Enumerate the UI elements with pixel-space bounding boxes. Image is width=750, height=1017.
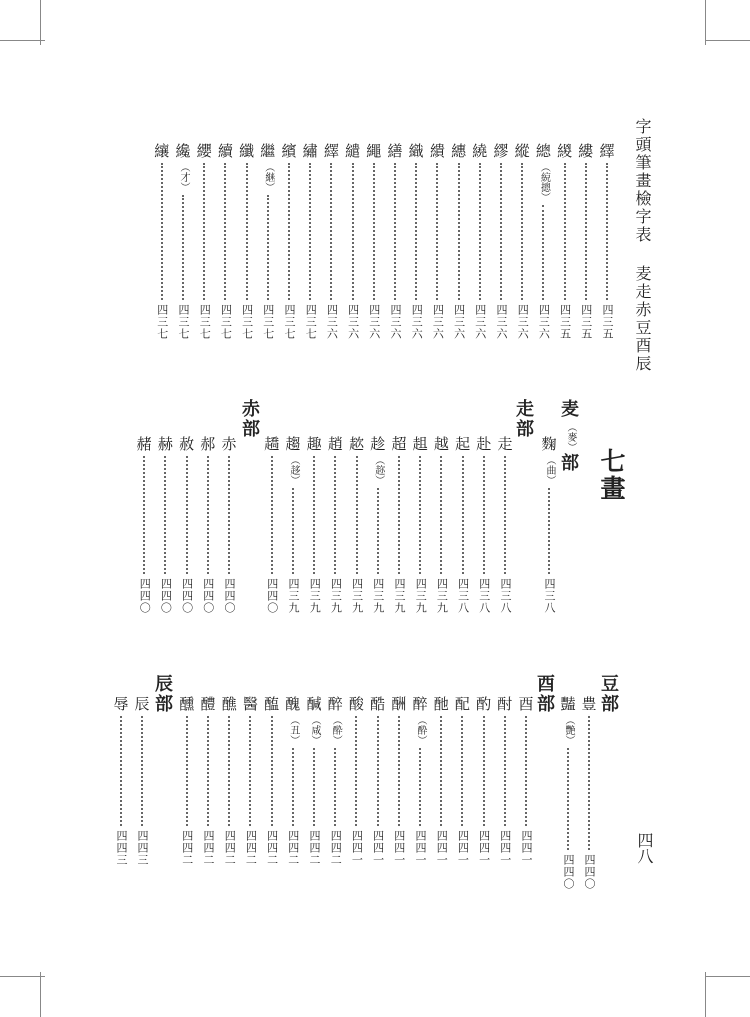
- entry-char: 配: [454, 695, 470, 713]
- dot-leader: [267, 195, 269, 300]
- dot-leader: [461, 716, 463, 826]
- index-entry: [280, 142, 298, 340]
- index-entry: [322, 142, 340, 340]
- entry-variant-note: （趍）: [288, 455, 299, 485]
- entry-page-number: 四三六: [367, 304, 381, 340]
- index-entry: [428, 142, 446, 340]
- entry-page-number: 四四〇: [159, 578, 173, 614]
- entry-page-number: 四四二: [223, 830, 237, 866]
- radical-heading-chi: [241, 400, 261, 440]
- entry-page-number: 四四二: [180, 830, 194, 866]
- entry-page-number: 四三五: [601, 304, 614, 340]
- dot-leader: [462, 456, 464, 574]
- entry-char: 趫: [264, 435, 280, 453]
- entry-page-number: 四四〇: [223, 578, 236, 614]
- entry-char: 繆: [493, 142, 509, 160]
- crop-mark: [705, 972, 706, 1017]
- dot-leader: [500, 163, 502, 300]
- entry-char: 縷: [578, 142, 594, 160]
- index-entry: [326, 695, 344, 866]
- radical-char: 辰: [155, 674, 173, 695]
- section-heading: 七畫: [597, 448, 626, 502]
- dot-leader: [313, 456, 315, 574]
- dot-leader: [309, 163, 311, 300]
- entry-page-number: 四四二: [308, 830, 321, 866]
- index-entry: [263, 695, 281, 866]
- dot-leader: [203, 163, 205, 300]
- entry-char: 繢: [429, 142, 445, 160]
- entry-page-number: 四三七: [261, 304, 275, 340]
- dot-leader: [521, 163, 523, 300]
- index-entry: [386, 142, 404, 340]
- radical-heading-you: [536, 675, 556, 715]
- entry-char: 趣: [306, 435, 322, 453]
- entry-page-number: 四四〇: [583, 854, 596, 890]
- dot-leader: [186, 716, 188, 826]
- dot-leader: [483, 456, 485, 574]
- entry-char: 醜: [285, 695, 301, 713]
- dot-leader: [377, 488, 379, 574]
- index-entry: [492, 142, 510, 340]
- entry-page-number: 四三八: [456, 578, 470, 614]
- entry-char: 繞: [472, 142, 488, 160]
- dot-leader: [141, 716, 143, 826]
- dot-leader: [440, 716, 442, 826]
- dot-leader: [186, 456, 188, 574]
- entry-variant-note: （趂）: [372, 455, 384, 485]
- dot-leader: [606, 163, 608, 300]
- dot-leader: [525, 716, 527, 826]
- entry-page-number: 四四二: [202, 830, 215, 866]
- entry-char: 繕: [387, 142, 403, 160]
- entry-char: 繹: [599, 142, 615, 160]
- index-entry: [238, 142, 256, 340]
- entry-page-number: 四四〇: [138, 578, 152, 614]
- entry-page-number: 四三七: [198, 304, 212, 340]
- entry-char: 纖: [239, 142, 255, 160]
- index-entry: [305, 695, 323, 866]
- entry-char: 醎: [306, 695, 322, 713]
- dot-leader: [161, 163, 163, 300]
- index-entry: [496, 695, 514, 866]
- dot-leader: [564, 163, 566, 300]
- index-entry: [517, 695, 535, 866]
- index-entry: [220, 695, 238, 866]
- index-entry: [513, 142, 531, 340]
- entry-page-number: 四三九: [329, 578, 343, 614]
- dot-leader: [355, 716, 357, 826]
- dot-leader: [352, 163, 354, 300]
- dot-leader: [458, 163, 460, 300]
- entry-char: 趑: [349, 435, 365, 453]
- index-entry: [259, 142, 277, 340]
- index-entry: [216, 142, 234, 340]
- index-entry: [577, 142, 595, 340]
- index-entry: [220, 435, 238, 614]
- entry-char: 繼: [260, 142, 276, 160]
- entry-char: 酬: [391, 695, 407, 713]
- entry-char: 醮: [221, 695, 237, 713]
- entry-page-number: 四三七: [219, 304, 233, 340]
- entry-page-number: 四三七: [240, 304, 254, 340]
- index-entry: [241, 695, 259, 866]
- dot-leader: [419, 748, 421, 826]
- dot-leader: [542, 205, 544, 300]
- entry-variant-note: （酔）: [415, 715, 426, 745]
- index-entry: [534, 142, 552, 340]
- entry-char: 繡: [302, 142, 318, 160]
- radical-suffix: 部: [242, 419, 260, 440]
- index-entry: [305, 435, 323, 614]
- entry-char: 繾: [345, 142, 361, 160]
- entry-char: 辰: [134, 695, 150, 713]
- entry-char: 豊: [581, 695, 597, 713]
- radical-heading-zou: [515, 400, 535, 440]
- entry-page-number: 四三七: [304, 304, 318, 340]
- entry-page-number: 四四一: [477, 830, 491, 866]
- entry-char: 郝: [200, 435, 216, 453]
- dot-leader: [292, 488, 294, 574]
- index-entry: [174, 142, 192, 340]
- radical-suffix: 部: [516, 419, 534, 440]
- dot-leader: [483, 716, 485, 826]
- entry-page-number: 四三九: [414, 578, 428, 614]
- entry-char: 赫: [157, 435, 173, 453]
- radical-char: 麦: [561, 399, 579, 420]
- entry-page-number: 四三六: [325, 304, 339, 340]
- index-entry: [453, 695, 471, 866]
- radical-char: 赤: [242, 399, 260, 420]
- index-entry: [301, 142, 319, 340]
- entry-variant-note: （継）: [262, 162, 274, 192]
- entry-page-number: 四三六: [537, 304, 551, 340]
- page-number: 四八: [635, 832, 654, 864]
- index-entry: [580, 695, 598, 890]
- dot-leader: [164, 456, 166, 574]
- entry-page-number: 四四〇: [265, 578, 279, 614]
- entry-char: 醉: [327, 695, 343, 713]
- index-entry: [156, 435, 174, 614]
- entry-char: 酉: [518, 695, 534, 713]
- entry-char: 赴: [476, 435, 492, 453]
- entry-char: 縱: [514, 142, 530, 160]
- entry-page-number: 四四二: [244, 830, 258, 866]
- entry-page-number: 四三九: [371, 578, 385, 614]
- dot-leader: [246, 163, 248, 300]
- index-entry: [407, 142, 425, 340]
- entry-char: 超: [391, 435, 407, 453]
- index-entry: [454, 435, 472, 614]
- dot-leader: [228, 716, 230, 826]
- index-entry: [432, 695, 450, 866]
- index-entry: [199, 695, 217, 866]
- entry-char: 醫: [242, 695, 258, 713]
- index-entry: [411, 695, 429, 866]
- dot-leader: [419, 456, 421, 574]
- radical-char: 酉: [537, 674, 555, 695]
- dot-leader: [228, 456, 230, 574]
- entry-page-number: 四三六: [473, 304, 487, 340]
- crop-mark: [705, 0, 706, 45]
- radical-heading-chen: [154, 675, 174, 715]
- crop-mark: [705, 976, 750, 977]
- entry-char: 醢: [264, 695, 280, 713]
- dot-leader: [330, 163, 332, 300]
- entry-char: 赭: [136, 435, 152, 453]
- entry-page-number: 四三六: [431, 304, 445, 340]
- index-entry: [411, 435, 429, 614]
- index-entry: [598, 142, 616, 340]
- entry-page-number: 四三九: [435, 578, 449, 614]
- index-entry: [369, 435, 387, 614]
- running-header: 字頭筆畫檢字表 麦走赤豆酉辰: [633, 118, 652, 373]
- dot-leader: [224, 163, 226, 300]
- dot-leader: [271, 456, 273, 574]
- entry-char: 趙: [327, 435, 343, 453]
- entry-page-number: 四四二: [286, 830, 300, 866]
- entry-page-number: 四四二: [265, 830, 279, 866]
- entry-char: 纔: [175, 142, 191, 160]
- dot-leader: [288, 163, 290, 300]
- index-entry: [369, 695, 387, 866]
- entry-page-number: 四四三: [115, 830, 128, 866]
- index-entry: [284, 695, 302, 866]
- entry-page-number: 四三七: [283, 304, 296, 340]
- entry-page-number: 四四二: [329, 830, 343, 866]
- entry-char: 繐: [451, 142, 467, 160]
- dot-leader: [143, 456, 145, 574]
- dot-leader: [436, 163, 438, 300]
- dot-leader: [394, 163, 396, 300]
- entry-char: 繹: [323, 142, 339, 160]
- dot-leader: [271, 716, 273, 826]
- entry-char: 酌: [476, 695, 492, 713]
- entry-variant-note: （綂摠）: [538, 162, 550, 202]
- entry-page-number: 四四一: [456, 830, 470, 866]
- entry-char: 赦: [179, 435, 195, 453]
- radical-note: （麥）: [565, 422, 576, 452]
- entry-char: 辱: [113, 695, 129, 713]
- entry-page-number: 四三八: [477, 578, 491, 614]
- entry-char: 醴: [200, 695, 216, 713]
- entry-char: 纓: [196, 142, 212, 160]
- entry-char: 趁: [370, 435, 386, 453]
- dot-leader: [334, 748, 336, 826]
- entry-page-number: 四三六: [495, 304, 508, 340]
- radical-char: 走: [516, 399, 534, 420]
- index-entry: [390, 435, 408, 614]
- entry-char: 赤: [221, 435, 237, 453]
- radical-suffix: 部: [155, 694, 173, 715]
- crop-mark: [40, 0, 41, 45]
- entry-page-number: 四四〇: [201, 578, 215, 614]
- entry-char: 麴: [541, 435, 557, 453]
- entry-page-number: 四四一: [414, 830, 427, 866]
- entry-char: 總: [535, 142, 551, 160]
- entry-page-number: 四三九: [350, 578, 364, 614]
- entry-char: 纕: [154, 142, 170, 160]
- dot-leader: [504, 716, 506, 826]
- dot-leader: [585, 163, 587, 300]
- radical-heading-mai: [560, 400, 580, 474]
- index-entry: [475, 695, 493, 866]
- entry-page-number: 四四〇: [562, 854, 575, 890]
- entry-char: 酎: [497, 695, 513, 713]
- index-entry: [450, 142, 468, 340]
- entry-page-number: 四四一: [392, 830, 406, 866]
- index-entry: [559, 695, 577, 890]
- entry-page-number: 四三六: [346, 304, 360, 340]
- dot-leader: [334, 456, 336, 574]
- dot-leader: [398, 456, 400, 574]
- index-entry: [475, 435, 493, 614]
- dot-leader: [398, 716, 400, 826]
- dot-leader: [249, 716, 251, 826]
- dot-leader: [588, 716, 590, 850]
- entry-char: 繽: [281, 142, 297, 160]
- radical-char: 豆: [601, 674, 619, 695]
- index-entry: [133, 695, 151, 866]
- entry-page-number: 四三六: [452, 304, 466, 340]
- index-entry: [195, 142, 213, 340]
- entry-char: 酏: [433, 695, 449, 713]
- dot-leader: [479, 163, 481, 300]
- entry-char: 趄: [412, 435, 428, 453]
- index-entry: [347, 695, 365, 866]
- index-entry: [326, 435, 344, 614]
- entry-page-number: 四四一: [498, 830, 512, 866]
- index-entry: [284, 435, 302, 614]
- index-entry: [178, 435, 196, 614]
- index-entry: [496, 435, 514, 614]
- entry-page-number: 四四〇: [180, 578, 194, 614]
- dot-leader: [207, 456, 209, 574]
- entry-page-number: 四三七: [177, 304, 190, 340]
- entry-page-number: 四四一: [350, 830, 364, 866]
- entry-page-number: 四四三: [136, 830, 149, 866]
- entry-page-number: 四四一: [435, 830, 449, 866]
- entry-char: 酸: [348, 695, 364, 713]
- dot-leader: [415, 163, 417, 300]
- dot-leader: [377, 716, 379, 826]
- dot-leader: [548, 488, 550, 574]
- radical-heading-dou: [600, 675, 620, 715]
- entry-char: 起: [455, 435, 471, 453]
- index-entry: [178, 695, 196, 866]
- entry-variant-note: （才）: [178, 162, 189, 192]
- entry-char: 續: [217, 142, 233, 160]
- dot-leader: [567, 748, 569, 850]
- dot-leader: [292, 748, 294, 826]
- entry-page-number: 四三九: [308, 578, 322, 614]
- entry-char: 醺: [179, 695, 195, 713]
- entry-variant-note: （艷）: [563, 715, 574, 745]
- index-entry: [556, 142, 574, 340]
- entry-char: 織: [408, 142, 424, 160]
- crop-mark: [0, 976, 45, 977]
- dot-leader: [504, 456, 506, 574]
- entry-page-number: 四三六: [389, 304, 402, 340]
- crop-mark: [705, 40, 750, 41]
- index-entry: [112, 695, 130, 866]
- entry-variant-note: （咸）: [309, 715, 320, 745]
- entry-char: 繩: [366, 142, 382, 160]
- entry-variant-note: （曲）: [544, 455, 555, 485]
- entry-variant-note: （丑）: [287, 715, 299, 745]
- dot-leader: [120, 716, 122, 826]
- index-entry: [540, 435, 558, 614]
- dot-leader: [440, 456, 442, 574]
- entry-page-number: 四三五: [558, 304, 572, 340]
- entry-page-number: 四三八: [499, 578, 512, 614]
- entry-page-number: 四三八: [543, 578, 556, 614]
- dot-leader: [182, 195, 184, 300]
- index-entry: [135, 435, 153, 614]
- dot-leader: [207, 716, 209, 826]
- dot-leader: [356, 456, 358, 574]
- entry-page-number: 四三六: [410, 304, 424, 340]
- index-entry: [199, 435, 217, 614]
- dot-leader: [313, 748, 315, 826]
- radical-suffix: 部: [601, 694, 619, 715]
- index-entry: [344, 142, 362, 340]
- index-entry: [432, 435, 450, 614]
- crop-mark: [0, 40, 45, 41]
- index-entry: [471, 142, 489, 340]
- entry-variant-note: （酔）: [330, 715, 342, 745]
- entry-page-number: 四三九: [393, 578, 406, 614]
- entry-page-number: 四三六: [516, 304, 530, 340]
- entry-char: 酷: [370, 695, 386, 713]
- radical-suffix: 部: [537, 694, 555, 715]
- entry-page-number: 四三五: [579, 304, 593, 340]
- entry-page-number: 四三九: [287, 578, 300, 614]
- entry-char: 走: [497, 435, 513, 453]
- index-entry: [390, 695, 408, 866]
- index-entry: [348, 435, 366, 614]
- entry-char: 醉: [412, 695, 428, 713]
- entry-char: 緵: [557, 142, 573, 160]
- entry-page-number: 四三七: [155, 304, 169, 340]
- entry-char: 越: [433, 435, 449, 453]
- index-entry: [263, 435, 281, 614]
- radical-suffix: 部: [561, 453, 579, 474]
- entry-char: 趨: [285, 435, 301, 453]
- dot-leader: [373, 163, 375, 300]
- entry-char: 豔: [560, 695, 576, 713]
- entry-page-number: 四四一: [520, 830, 533, 866]
- entry-page-number: 四四一: [371, 830, 385, 866]
- index-entry: [153, 142, 171, 340]
- index-entry: [365, 142, 383, 340]
- crop-mark: [40, 972, 41, 1017]
